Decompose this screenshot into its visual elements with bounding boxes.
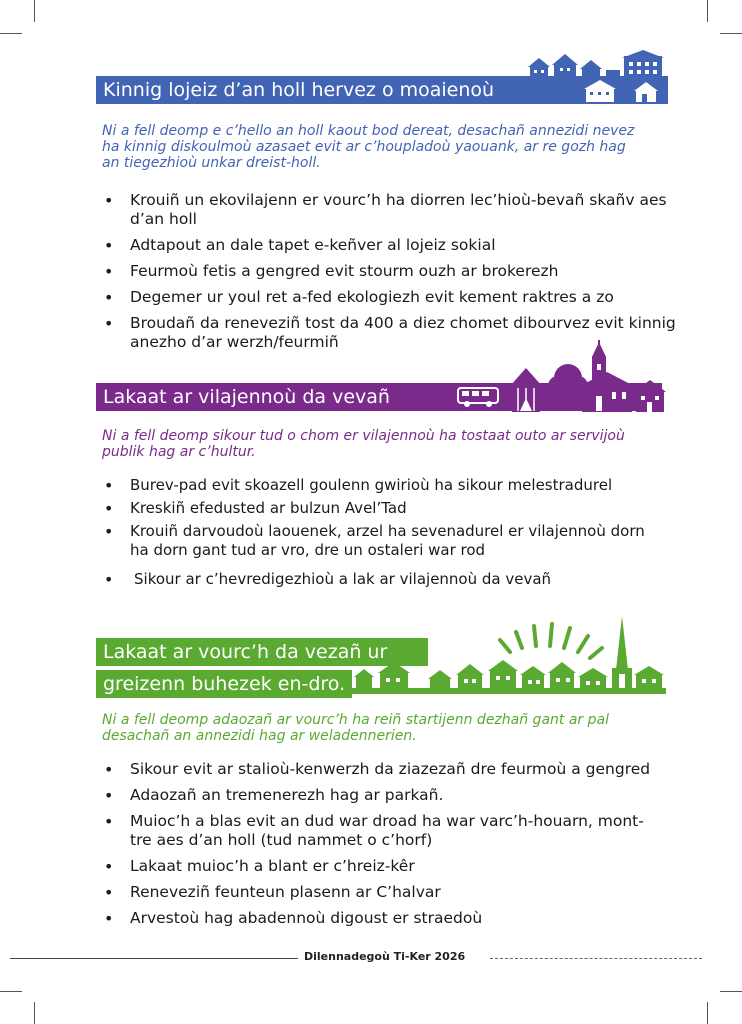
list-item-text: Kreskiñ efedusted ar bulzun Avel’Tad [130, 499, 407, 517]
list-item [100, 760, 720, 779]
list-item-text: Adaozañ an tremenerezh hag ar parkañ. [130, 786, 444, 804]
section-3-list [100, 760, 720, 928]
list-item-text: Degemer ur youl ret a-fed ekologiezh evit kement raktres a zo [130, 288, 614, 306]
list-item-text: Sikour evit ar stalioù-kenwerzh da ziazezañ dre feurmoù a gengred [130, 760, 651, 778]
list-item-text: Muioc’h a blas evit an dud war droad ha war varc’h-houarn, mont-tre aes d’an holl (tud nammet o c’horf) [130, 812, 644, 849]
section-3-intro [102, 712, 702, 744]
section-2-intro [102, 428, 702, 460]
section-3-title-line-1: Lakaat ar vourc’h da vezañ ur [96, 638, 428, 666]
crop-mark [34, 0, 35, 22]
section-1-list [100, 191, 700, 352]
intro-line: desachañ an annezidi hag ar weladennerien. [102, 728, 417, 744]
list-item [100, 499, 710, 518]
crop-mark [707, 0, 708, 22]
bus-icon [456, 386, 500, 408]
list-item-text: Krouiñ darvoudoù laouenek, arzel ha sevenadurel er vilajennoù dorn ha dorn gant tud ar vro, dre un ostaleri war rod [130, 522, 645, 559]
footer-rule-right [490, 958, 702, 959]
footer-rule-left [10, 958, 298, 959]
list-item [100, 857, 720, 876]
list-item [100, 262, 700, 281]
village-church-icon [508, 340, 666, 412]
section-2-title-text: Lakaat ar vilajennoù da vevañ [103, 386, 390, 408]
list-item-text: Lakaat muioc’h a blant er c’hreiz-kêr [130, 857, 415, 875]
crop-mark [720, 991, 742, 992]
list-item [100, 570, 710, 589]
intro-line: Ni a fell deomp adaozañ ar vourc’h ha reiñ startijenn dezhañ gant ar pal [102, 712, 609, 728]
list-item [100, 191, 700, 229]
list-item [100, 288, 700, 307]
intro-line: an tiegezhioù unkar dreist-holl. [102, 155, 321, 171]
town-sunrise-icon [350, 612, 666, 696]
list-item-text: Arvestoù hag abadennoù digoust er straedoù [130, 909, 483, 927]
footer-text: Dilennadegoù Ti-Ker 2026 [304, 950, 466, 963]
section-3-title-line-2: greizenn buhezek en-dro. [96, 670, 352, 698]
crop-mark [34, 1002, 35, 1024]
intro-line: ha kinnig diskoulmoù azasaet evit ar c’houpladoù yaouank, ar re gozh hag [102, 139, 626, 155]
list-item [100, 522, 710, 560]
list-item-text: Krouiñ un ekovilajenn er vourc’h ha diorren lec’hioù-bevañ skañv aes d’an holl [130, 191, 667, 228]
crop-mark [707, 1002, 708, 1024]
list-item [100, 236, 700, 255]
intro-line: Ni a fell deomp sikour tud o chom er vilajennoù ha tostaat outo ar servijoù [102, 428, 625, 444]
list-item-text: Adtapout an dale tapet e-keñver al lojeiz sokial [130, 236, 496, 254]
section-1-title: Kinnig lojeiz d’an holl hervez o moaienoù [96, 76, 566, 104]
intro-line: Ni a fell deomp e c’hello an holl kaout bod dereat, desachañ annezidi nevez [102, 123, 635, 139]
list-item [100, 476, 710, 495]
list-item-text: Reneveziñ feunteun plasenn ar C’halvar [130, 883, 441, 901]
crop-mark [0, 33, 22, 34]
list-item [100, 812, 720, 850]
houses-icon [524, 50, 670, 106]
list-item [100, 786, 720, 805]
crop-mark [720, 33, 742, 34]
list-item-text: Broudañ da reneveziñ tost da 400 a diez chomet dibourvez evit kinnig anezho d’ar werzh/feurmiñ [130, 314, 676, 351]
list-item [100, 883, 720, 902]
section-1-intro [102, 123, 702, 171]
list-item [100, 909, 720, 928]
list-item-text: Sikour ar c’hevredigezhioù a lak ar vilajennoù da vevañ [134, 570, 552, 588]
list-item-text: Burev-pad evit skoazell goulenn gwirioù ha sikour melestradurel [130, 476, 613, 494]
crop-mark [0, 991, 22, 992]
intro-line: publik hag ar c’hultur. [102, 444, 256, 460]
section-2-list [100, 476, 710, 589]
list-item-text: Feurmoù fetis a gengred evit stourm ouzh ar brokerezh [130, 262, 559, 280]
